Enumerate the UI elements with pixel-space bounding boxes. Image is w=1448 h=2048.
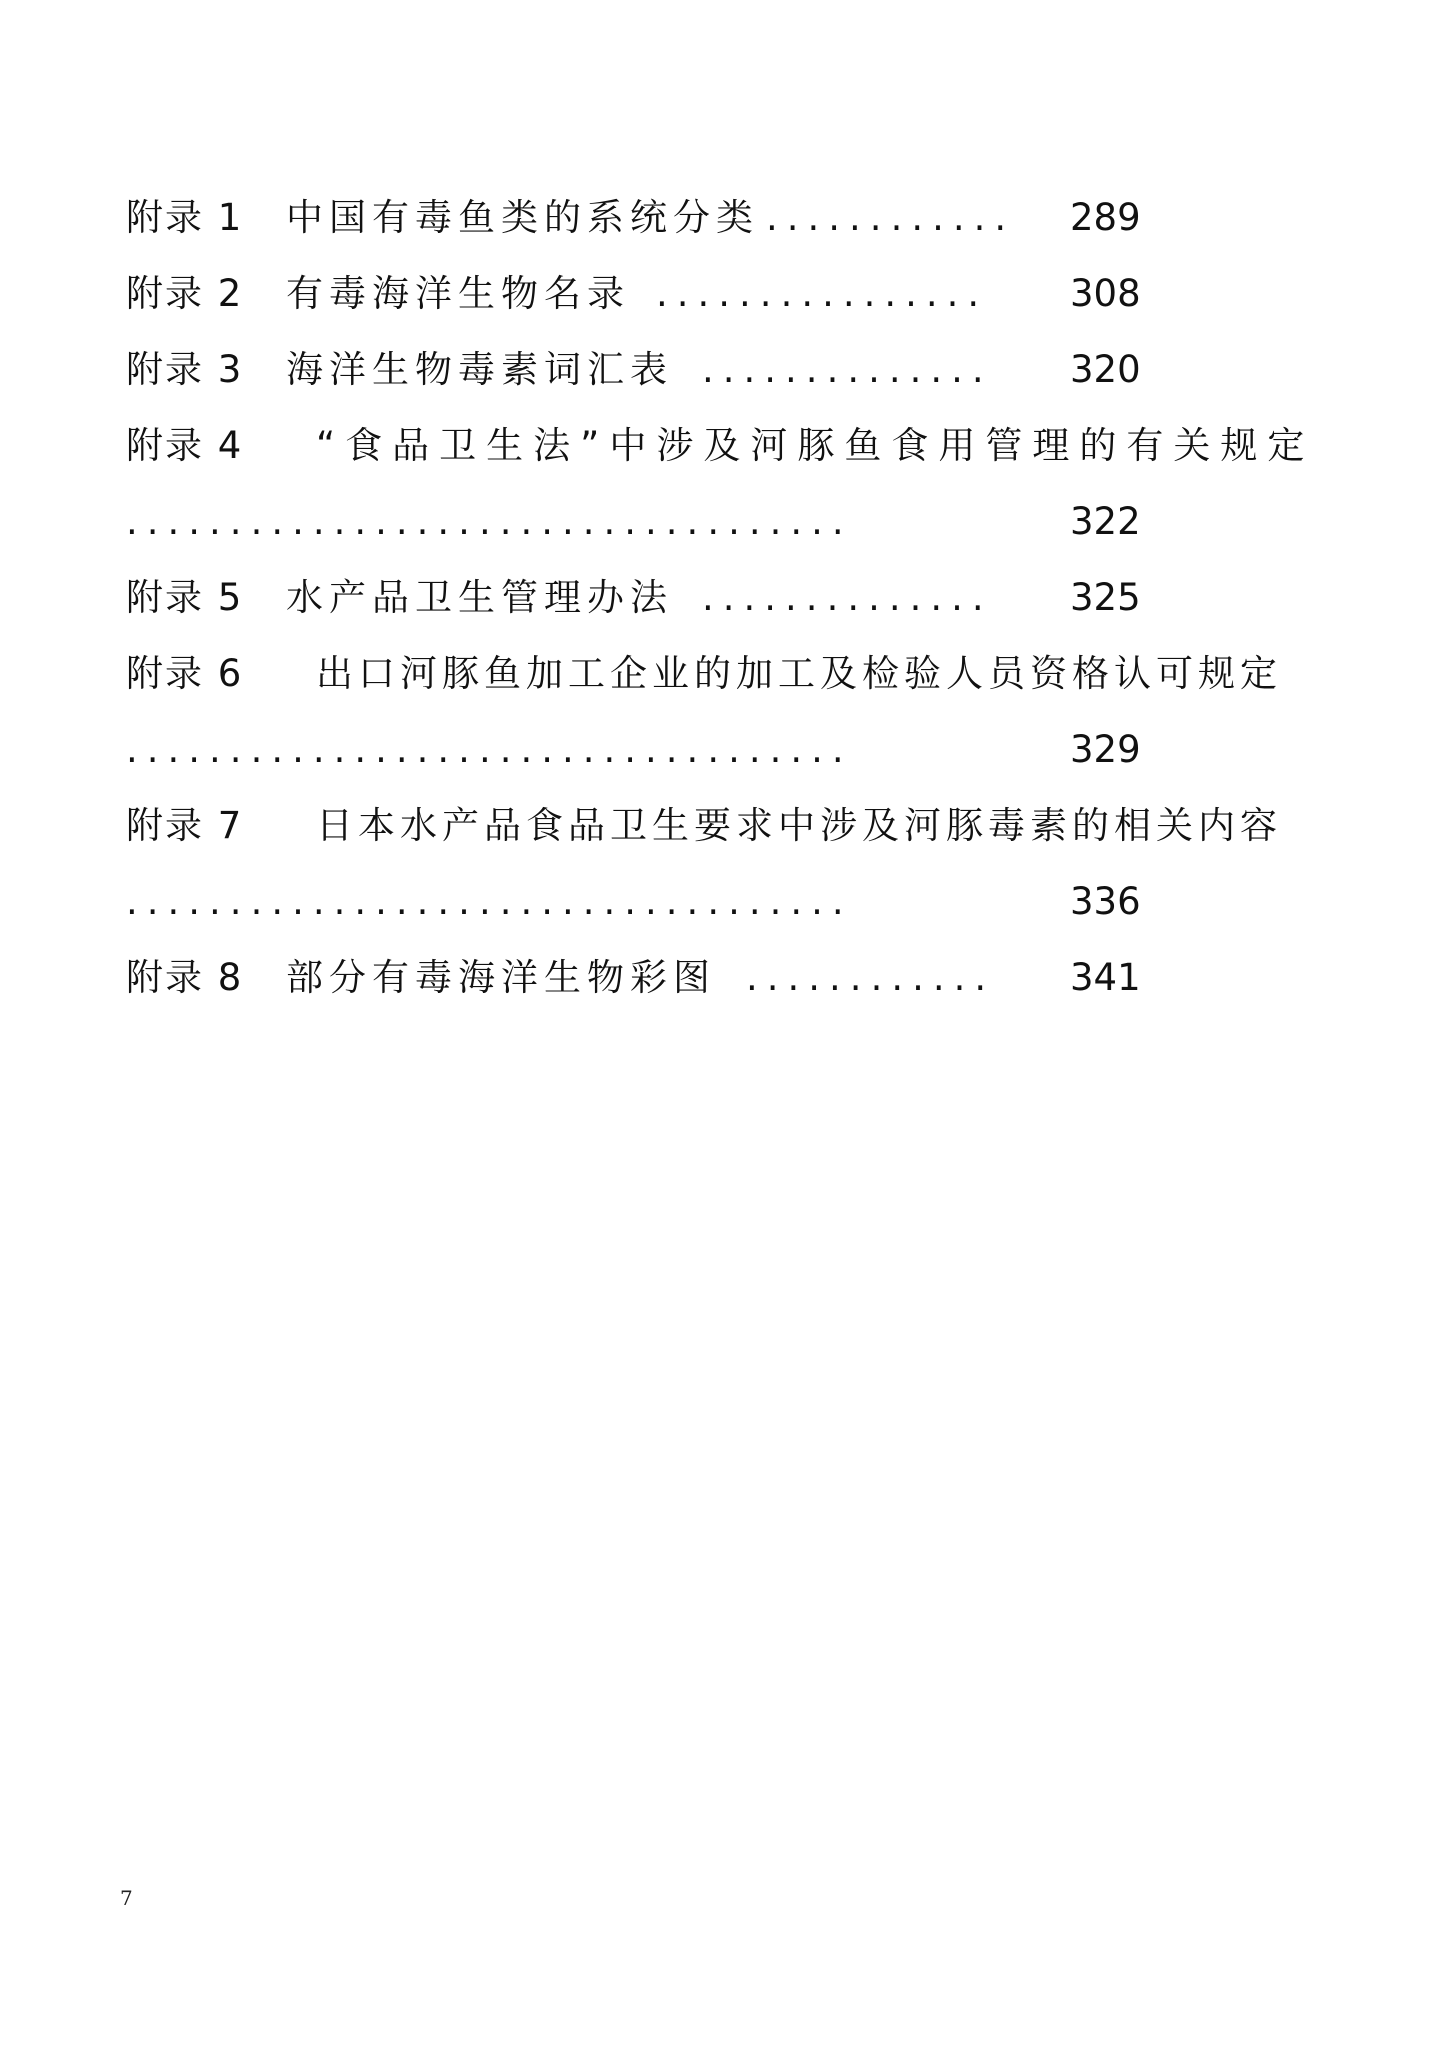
toc-entry-6[interactable]: [126, 636, 1346, 712]
toc-entry-leader-dots: ............: [746, 956, 996, 999]
toc-entry-leader-dots: ...................................: [126, 880, 853, 923]
toc-entry-leader-dots: ..............: [702, 348, 993, 391]
toc-entry-title: 部分有毒海洋生物彩图: [286, 956, 716, 999]
toc-entry-title: “食品卫生法”中涉及河豚鱼食用管理的有关规定: [316, 424, 1315, 467]
toc-entry-label: 附录 2: [126, 272, 244, 315]
toc-entry-7[interactable]: [126, 788, 1346, 864]
toc-entry-label: 附录 4: [126, 424, 244, 467]
toc-entry-2[interactable]: [126, 256, 1346, 332]
toc-entry-leader-dots: ...................................: [126, 728, 853, 771]
table-of-contents: [126, 180, 1346, 1016]
toc-entry-label: 附录 6: [126, 652, 244, 695]
toc-entry-leader-dots: ...................................: [126, 500, 853, 543]
page-number: 7: [120, 1886, 133, 1910]
toc-entry-label: 附录 7: [126, 804, 244, 847]
toc-entry-3[interactable]: [126, 332, 1346, 408]
toc-entry-label: 附录 8: [126, 956, 244, 999]
toc-entry-4-continuation[interactable]: [126, 484, 1346, 560]
toc-entry-1[interactable]: [126, 180, 1346, 256]
toc-entry-title: 海洋生物毒素词汇表: [286, 348, 673, 391]
toc-entry-6-continuation[interactable]: [126, 712, 1346, 788]
toc-entry-page: 289: [1070, 196, 1141, 239]
toc-entry-page: 325: [1070, 576, 1141, 619]
toc-entry-5[interactable]: [126, 560, 1346, 636]
toc-entry-leader-dots: ............: [766, 196, 1016, 239]
toc-entry-title: 出口河豚鱼加工企业的加工及检验人员资格认可规定: [316, 652, 1282, 695]
toc-entry-page: 322: [1070, 500, 1141, 543]
toc-entry-page: 341: [1070, 956, 1141, 999]
toc-entry-label: 附录 3: [126, 348, 244, 391]
toc-entry-4[interactable]: [126, 408, 1346, 484]
toc-entry-title: 水产品卫生管理办法: [286, 576, 673, 619]
toc-entry-7-continuation[interactable]: [126, 864, 1346, 940]
toc-entry-title: 日本水产品食品卫生要求中涉及河豚毒素的相关内容: [316, 804, 1282, 847]
toc-entry-label: 附录 5: [126, 576, 244, 619]
toc-entry-page: 336: [1070, 880, 1141, 923]
toc-entry-title: 有毒海洋生物名录: [286, 272, 630, 315]
toc-entry-page: 329: [1070, 728, 1141, 771]
toc-entry-page: 320: [1070, 348, 1141, 391]
toc-entry-title: 中国有毒鱼类的系统分类: [286, 196, 759, 239]
toc-entry-leader-dots: ................: [656, 272, 989, 315]
toc-entry-label: 附录 1: [126, 196, 244, 239]
toc-entry-8[interactable]: [126, 940, 1346, 1016]
toc-entry-page: 308: [1070, 272, 1141, 315]
toc-entry-leader-dots: ..............: [702, 576, 993, 619]
